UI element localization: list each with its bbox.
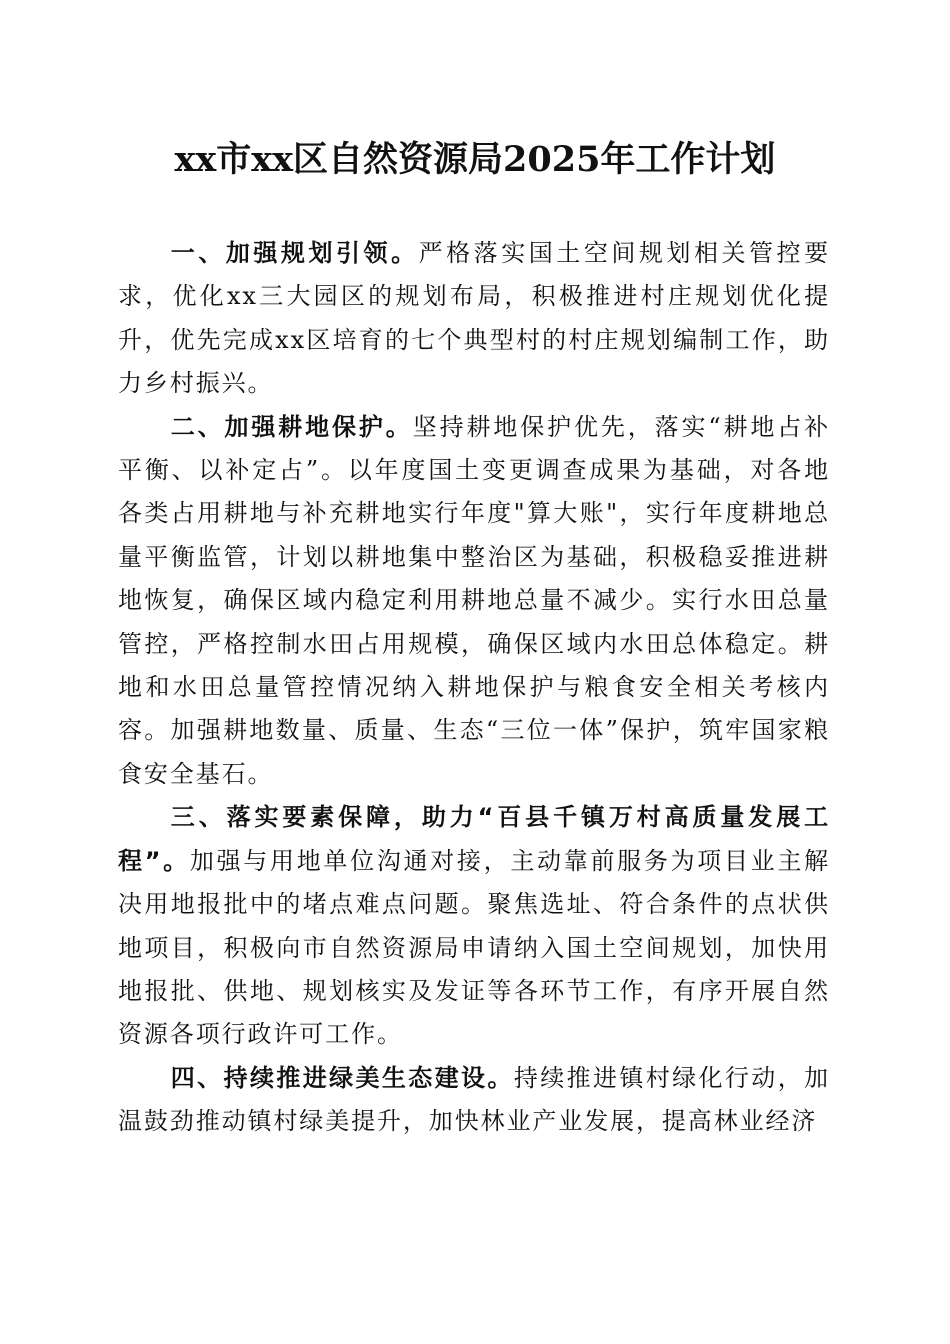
section-planning (118, 232, 830, 406)
section-farmland-protection (118, 406, 830, 797)
section-body: 严格落实国土空间规划相关管控要求，优化xx三大园区的规划布局，积极推进村庄规划优化提升，优先完成xx区培育的七个典型村的村庄规划编制工作，助力乡村振兴。 (118, 239, 830, 398)
section-green-ecology (118, 1057, 830, 1144)
section-heading: 三、落实要素保障，助力“百县千镇万村高质量发展工程”。 (118, 803, 830, 875)
section-heading: 一、加强规划引领。 (170, 239, 419, 267)
document-body (118, 232, 830, 1144)
section-heading: 四、持续推进绿美生态建设。 (170, 1063, 514, 1092)
section-heading: 二、加强耕地保护。 (170, 412, 413, 441)
section-body: 坚持耕地保护优先，落实“耕地占补平衡、以补定占”。以年度国土变更调查成果为基础，对各地各类占用耕地与补充耕地实行年度"算大账"，实行年度耕地总量平衡监管，计划以耕地集中整治区为基础，积极稳妥推进耕地恢复，确保区域内稳定利用耕地总量不减少。实行水田总量管控，严格控制水田占用规模，确保区域内水田总体稳定。耕地和水田总量管控情况纳入耕地保护与粮食安全相关考核内容。加强耕地数量、质量、生态“三位一体”保护，筑牢国家粮食安全基石。 (118, 412, 830, 788)
section-body: 持续推进镇村绿化行动，加温鼓劲推动镇村绿美提升，加快林业产业发展，提高林业经济 (118, 1063, 830, 1136)
section-resource-guarantee (118, 796, 830, 1056)
page-title: xx市xx区自然资源局2025年工作计划 (174, 139, 776, 180)
section-body: 加强与用地单位沟通对接，主动靠前服务为项目业主解决用地报批中的堵点难点问题。聚焦选址、符合条件的点状供地项目，积极向市自然资源局申请纳入国土空间规划，加快用地报批、供地、规划核实及发证等各环节工作，有序开展自然资源各项行政许可工作。 (118, 846, 830, 1049)
